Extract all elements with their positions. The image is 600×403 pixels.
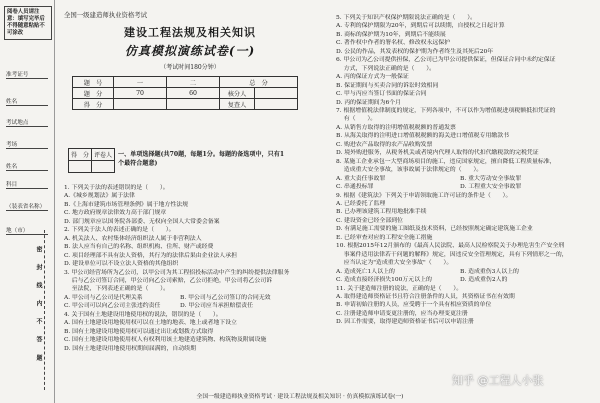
question-line: 6. 甲公司为乙公司提供担保，乙公司已为甲公司提供保证，但保证合同中未约定保证 xyxy=(336,57,556,64)
question-line: 3. 甲公司经营场所为乙公司，以甲公司为其工程招投标活动中产生的纠纷提供法律服务 xyxy=(64,269,290,276)
score-row-header: 题 号 一 二 总 分 xyxy=(73,77,298,88)
field-exam-number[interactable]: 准考证号 xyxy=(6,70,28,78)
option-line: C. 著作权中作者的署名权、修改权永远保护 xyxy=(336,40,451,47)
option-line: E. 已经审查对应的工程安全施工措施 xyxy=(336,234,433,241)
page-footer: 全国一级建造师执业资格考试 · 建设工程法规及相关知识 · 仿真模拟演练试卷(一) xyxy=(196,394,404,400)
field-room[interactable]: 考场 xyxy=(6,140,17,148)
option-line: C. 建设资金已经全部到位 xyxy=(336,217,403,224)
option-line: C. 地方政府规章法律效力高于部门规章 xyxy=(64,210,167,217)
option-line: D. 国有土地建设用地使用权期间届满的，自动续期 xyxy=(64,345,196,352)
time-note: （考试时间180分钟） xyxy=(160,64,220,71)
field-province[interactable]: （装表省名称） xyxy=(6,202,45,210)
question-line: 10. 根据2015年12月颁布的《最高人民法院、最高人民检察院关于办理危害生产安全刑 xyxy=(336,243,565,250)
option-line: D. 丙的保证期间为6个月 xyxy=(336,99,402,106)
option-line: A. 从销售方取得的注明增值税税额的普通发票 xyxy=(336,124,456,131)
option-line: D. 有满足施工需要的施工图纸及技术资料，已经按照规定确定建筑施工企业 xyxy=(336,226,533,233)
field-city[interactable]: 地（市） xyxy=(6,226,28,234)
option-pair: C. 甲公司可以向乙公司主张违约责任 D. 甲公司应当承担赔偿责任 xyxy=(64,303,254,310)
field-name[interactable]: 姓名 xyxy=(6,97,17,105)
field-subject[interactable]: 科目 xyxy=(6,180,17,188)
option-line: C. 项目经理部不具有法人资格，其行为的法律后果由企业法人承担 xyxy=(64,252,237,259)
option-line: D. 境外购进服务，从税务机关或者境内代理人取得的代扣代缴税款的完税凭证 xyxy=(336,150,539,157)
question-line: 11. 关于建造师注册的说法，正确的是（ ）。 xyxy=(336,285,463,292)
question-line: 7. 根据增值税法律制度的规定，下列各项中，不可以作为增值税进项税额抵扣凭证的 xyxy=(336,107,556,114)
option-line: A. 取得建造师资格证书且符合注册条件的人员，其资格证书在有效期 xyxy=(336,293,515,300)
watermark: 知乎 @工程人小张 xyxy=(452,374,544,387)
option-pair: C. 串通投标罪 D. 工程重大安全事故罪 xyxy=(336,184,522,191)
question-line: 应当认定为"造成重大安全事故"（ ）。 xyxy=(336,260,453,267)
question-line: 有（ ）。 xyxy=(336,116,377,123)
question-line: 造成重大安全事故，该事故属于法律规定的（ ）。 xyxy=(336,167,483,174)
option-line: A. 机关法人、农村集体经济组织法人属于非营利法人 xyxy=(64,235,202,242)
right-question-column xyxy=(336,14,584,327)
option-line: B. 已办理该建筑工程用地批准手续 xyxy=(336,209,427,216)
option-pair: C. 造成直接经济损失100万元以上的 D. 造成重伤2人的 xyxy=(336,277,508,284)
option-line: B. 从海关取得的注明进口增值税税额的海关进口增值税专用缴款书 xyxy=(336,133,510,140)
question-line: 至法院，下列表述正确的是（ ）。 xyxy=(64,286,169,293)
left-question-column xyxy=(64,184,296,353)
question-line: 4. 关于国有土地建设用地使用权的说法，错误的是（ ）。 xyxy=(64,311,222,318)
option-line: B. 国有土地建设用地使用权可以通过出让或划拨方式取得 xyxy=(64,328,214,335)
option-pair: A. 重大责任事故罪 B. 重大劳动安全事故罪 xyxy=(336,175,522,182)
option-pair: A. 造成死亡1人以上的 B. 造成重伤3人以上的 xyxy=(336,268,519,275)
option-line: D. 公民的作品，其发表权的保护期为作者终生及其死后20年 xyxy=(336,48,494,55)
paper-subtitle: 仿真模拟演练试卷(一) xyxy=(124,44,256,58)
question-line: 1. 下列关于法的表述错误的是（ ）。 xyxy=(64,185,169,191)
question-line: 事案件适用法律若干问题的解释》规定，因违反安全管理规定，具有下列情形之一的， xyxy=(336,251,568,258)
field-exam-location[interactable]: 考试地点 xyxy=(6,118,28,126)
seal-line xyxy=(44,230,45,390)
exam-name: 全国一级建造师执业资格考试 xyxy=(64,11,148,19)
option-line: A. 已经委托了监理 xyxy=(336,200,386,207)
question-line: 2. 下列关于法人的表述正确的是（ ）。 xyxy=(64,227,175,234)
option-line: B. 法人应当有自己的名称、组织机构、住所、财产或经费 xyxy=(64,244,214,251)
option-line: D. 建设单位可以不设立法人资格的其他组织 xyxy=(64,261,179,268)
question-line: 9. 根据《建筑法》下列关于申请领取施工许可证的条件是（ ）。 xyxy=(336,192,512,199)
binding-strip xyxy=(0,0,55,403)
field-name-2[interactable]: 姓名 xyxy=(6,162,17,170)
question-line: 后与乙公司签订合同，甲公司向乙公司索赔，乙公司拒绝，甲公司将乙公司诉 xyxy=(64,277,273,284)
option-line: A. 丙的保证方式为一般保证 xyxy=(336,74,409,81)
option-line: D. 因工作需要，取得建造师资格证书后可以申请注册 xyxy=(336,319,474,326)
seal-text: 密 封 线 内 不 答 题 xyxy=(35,246,42,366)
question-line: 5. 下列关于知识产权保护期限说法正确的是（ ）。 xyxy=(336,15,477,21)
option-pair: A. 甲公司与乙公司是代理关系 B. 甲公司与乙公司签订的合同无效 xyxy=(64,294,271,301)
score-table xyxy=(72,76,298,110)
option-line: C. 注册建造师申请变更注册的，应当办理变更注册 xyxy=(336,310,468,317)
option-line: C. 购进农产品取得的农产品收购发票 xyxy=(336,141,433,148)
option-line: B. 申请初始注册的人员，应受聘于一个具有相应资质的单位 xyxy=(336,302,492,309)
paper-title: 建设工程法规及相关知识 xyxy=(124,26,256,39)
binding-notice: 阅卷人员请注意：填写完毕后不得随意粘贴不可涂改 xyxy=(4,6,52,40)
section-title: 一、单项选择题(共70题，每题1分。每题的备选项中，只有1个最符合题意) xyxy=(118,151,285,167)
option-line: C. 国有土地建设用地使用权人有权利用该土地建造建筑物、构筑物及附属设施 xyxy=(64,337,267,344)
option-line: C. 甲与丙应当签订书面的保证合同 xyxy=(336,91,427,98)
option-line: B.《上海市建筑市场管理条例》属于地方性法规 xyxy=(64,201,189,208)
score-row-score: 得 分 复查人 xyxy=(73,99,298,110)
option-line: B. 保证期间与买卖合同的诉讼时效相同 xyxy=(336,82,439,89)
option-line: A. 国有土地建设用地使用权可以在土地的地表、地上或者地下设立 xyxy=(64,320,237,327)
score-row-points: 题 分 70 60 核分人 xyxy=(73,88,298,99)
option-line: B. 商标的保护期为10年，到期后不能续展 xyxy=(336,31,446,38)
question-line: 8. 某施工企业承包一大型商场项目的施工，违反国家规定，擅自降低工程质量标准， xyxy=(336,158,556,165)
question-line: 方式，下列说法正确的是（ ）。 xyxy=(336,65,436,72)
option-line: D. 部门规章应以国务院各部委、无权向全国人大常委会备案 xyxy=(64,218,220,225)
option-line: A. 专利的保护期限为20年，到期后可以续期，自授权之日起计算 xyxy=(336,23,505,30)
option-line: A.《城乡规划法》属于法律 xyxy=(64,193,135,200)
grader-box: 得 分 评卷人 xyxy=(68,148,115,173)
